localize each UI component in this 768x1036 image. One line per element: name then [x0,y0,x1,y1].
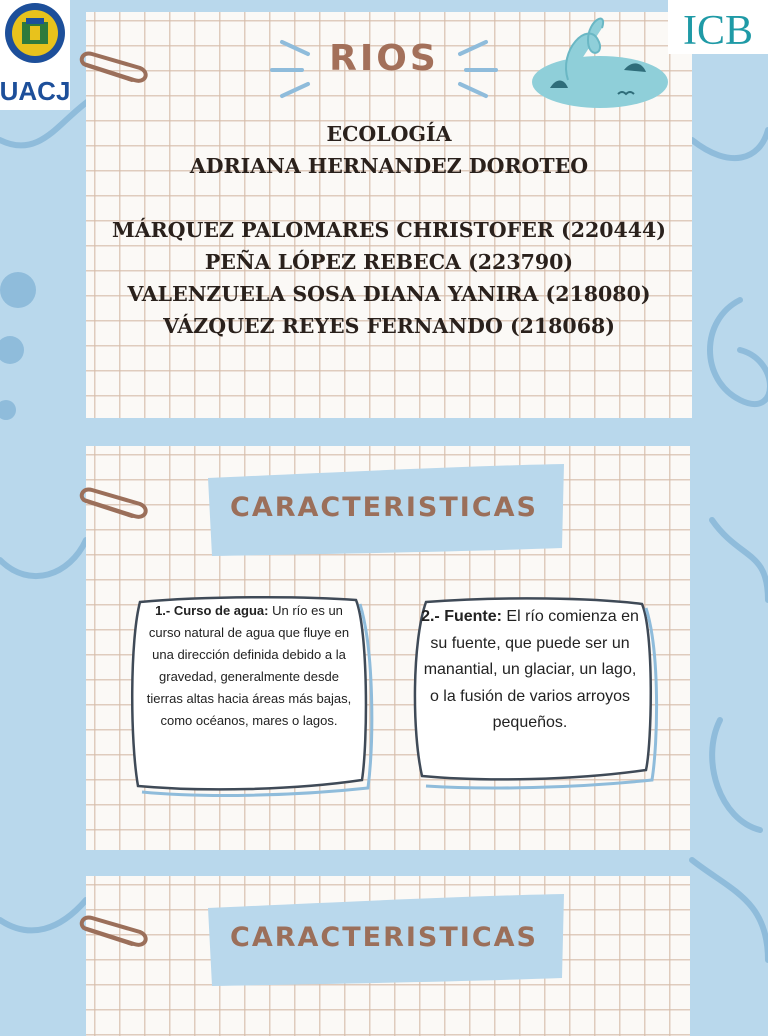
paperclip-icon [76,914,152,956]
course-name: ECOLOGÍA [326,122,452,146]
sparkle-lines-icon [440,34,500,104]
characteristic-item [418,604,642,737]
student-name: MÁRQUEZ PALOMARES CHRISTOFER (220444) [112,218,666,242]
icb-logo-mark [668,0,768,54]
page-title: RIOS [329,38,439,79]
whale-icon [528,10,672,110]
student-name: VALENZUELA SOSA DIANA YANIRA (218080) [127,282,651,306]
item-text: El río comienza en su fuente, que puede ser un manantial, un glaciar, un lago, o la fusión de varios arroyos pequeños. [423,608,639,731]
svg-text:ICB: ICB [682,8,754,54]
teacher-name: ADRIANA HERNANDEZ DOROTEO [189,154,589,178]
item-label: 1.- Curso de agua: [155,603,269,618]
item-label: 2.- Fuente: [421,608,502,625]
characteristic-item [140,600,358,732]
paperclip-icon [76,50,152,92]
student-name: VÁZQUEZ REYES FERNANDO (218068) [163,314,615,338]
uacj-logo [0,0,70,110]
paperclip-icon [76,486,152,528]
item-text: Un río es un curso natural de agua que fluye en una dirección definida debido a la gravedad, generalmente desde tierras altas hacia áreas más bajas, como océanos, mares o lagos. [146,603,352,728]
student-name: PEÑA LÓPEZ REBECA (223790) [204,250,574,274]
section-heading: CARACTERISTICAS [230,922,538,953]
icb-logo [668,0,768,54]
sparkle-lines-icon [268,34,328,104]
header-names [86,118,692,342]
svg-text:UACJ: UACJ [0,76,70,106]
university-seal-icon [0,0,70,110]
section-heading: CARACTERISTICAS [230,492,538,523]
